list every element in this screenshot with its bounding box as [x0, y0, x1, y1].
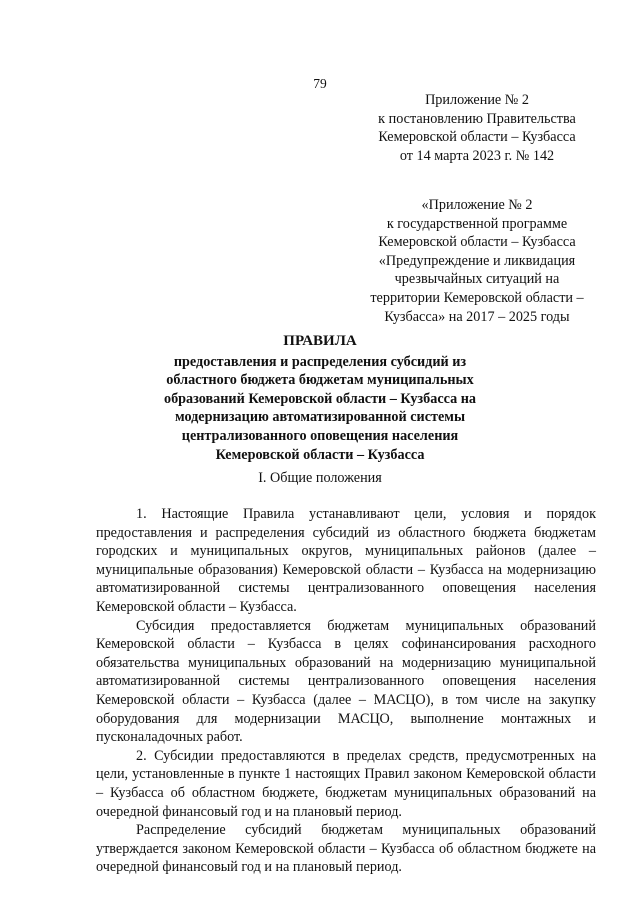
document-title: ПРАВИЛА	[283, 333, 357, 349]
program-appendix	[352, 196, 602, 326]
document-title-block	[96, 332, 544, 464]
paragraph: Субсидия предоставляется бюджетам муниципальных образований Кемеровской области – Кузбасса в целях софинансирования расходного обязательства муниципальных образований на модернизацию муниципальной автоматизированной системы централизованного оповещения населения Кемеровской области – Кузбасса (далее – МАСЦО), в том числе на закупку оборудования для модернизации МАСЦО, выполнение монтажных и пусконаладочных работ.	[96, 617, 596, 746]
appendix-header-line: Приложение № 2	[425, 92, 529, 108]
body-text	[96, 505, 596, 877]
document-subtitle-line: модернизацию автоматизированной системы	[174, 409, 466, 426]
paragraph: 2. Субсидии предоставляются в пределах средств, предусмотренных на цели, установленные в пункте 1 настоящих Правил законом Кемеровской области – Кузбасса об областном бюджете, бюджетам муниципальных образований на очередной финансовый год и на плановый период.	[96, 747, 596, 820]
program-appendix-line: «Предупреждение и ликвидация	[378, 252, 576, 269]
section-heading: I. Общие положения	[258, 470, 382, 486]
document-subtitle-line: централизованного оповещения населения	[181, 427, 459, 444]
document-subtitle-line: областного бюджета бюджетам муниципальных	[166, 372, 474, 389]
program-appendix-line: к государственной программе	[386, 215, 568, 232]
document-subtitle-line: образований Кемеровской области – Кузбасса на	[163, 390, 477, 407]
document-subtitle-line: предоставления и распределения субсидий из	[173, 353, 467, 370]
program-appendix-line: Кемеровской области – Кузбасса	[378, 234, 576, 251]
appendix-header-line: от 14 марта 2023 г. № 142	[399, 147, 555, 164]
paragraph: 1. Настоящие Правила устанавливают цели, условия и порядок предоставления и распределения субсидий из областного бюджета бюджетам городских и муниципальных округов, муниципальных районов (далее – муниципальные образования) Кемеровской области – Кузбасса на модернизацию автоматизированной системы централизованного оповещения населения Кемеровской области – Кузбасса.	[96, 506, 596, 615]
program-appendix-line: чрезвычайных ситуаций на	[394, 271, 560, 288]
page-number: 79	[313, 76, 327, 91]
paragraph: Распределение субсидий бюджетам муниципальных образований утверждается законом Кемеровской области – Кузбасса об областном бюджете на очередной финансовый год и на плановый период.	[96, 822, 596, 876]
program-appendix-line: территории Кемеровской области –	[370, 289, 584, 306]
appendix-header-line: Кемеровской области – Кузбасса	[378, 129, 576, 146]
program-appendix-line: «Приложение № 2	[421, 197, 533, 213]
program-appendix-line: Кузбасса» на 2017 – 2025 годы	[384, 308, 570, 325]
document-subtitle-line: Кемеровской области – Кузбасса	[215, 446, 425, 463]
appendix-header	[352, 91, 602, 165]
appendix-header-line: к постановлению Правительства	[378, 110, 576, 127]
